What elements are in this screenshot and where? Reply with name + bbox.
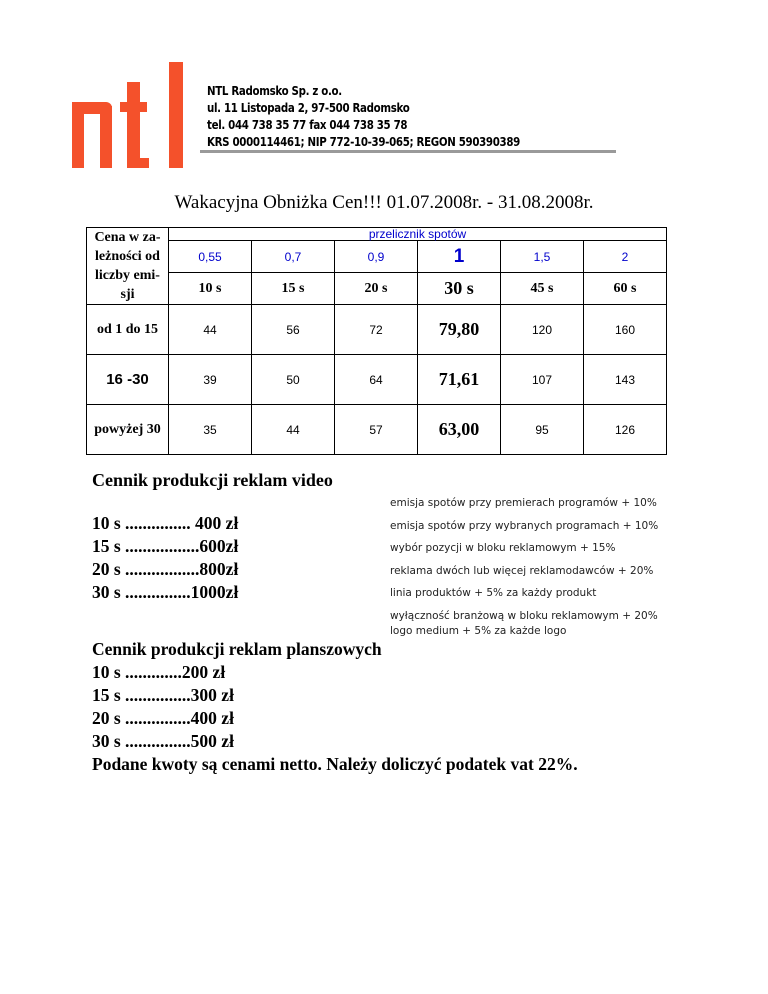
price-cell: 64 (335, 355, 418, 405)
duration-cell: 15 s (252, 273, 335, 305)
price-cell: 44 (252, 405, 335, 455)
company-phone: tel. 044 738 35 77 fax 044 738 35 78 (207, 117, 408, 132)
list-item: 30 s ...............1000zł (92, 582, 239, 602)
surcharge-item: emisja spotów przy premierach programów + 10% (390, 497, 657, 509)
surcharge-item: emisja spotów przy wybranych programach + 10% (390, 520, 659, 532)
table-corner-label: Cena w za- leżności od liczby emi- sji (87, 228, 169, 305)
company-address: ul. 11 Listopada 2, 97-500 Radomsko (207, 100, 410, 115)
price-cell: 143 (584, 355, 667, 405)
company-info (207, 82, 520, 150)
page-title: Wakacyjna Obniżka Cen!!! 01.07.2008r. - 31.08.2008r. (174, 192, 594, 213)
duration-cell: 20 s (335, 273, 418, 305)
price-cell: 71,61 (418, 355, 501, 405)
list-item: 10 s .............200 zł (92, 662, 226, 682)
surcharge-item: reklama dwóch lub więcej reklamodawców + 20% (390, 565, 654, 577)
price-cell: 160 (584, 305, 667, 355)
video-price-list (92, 512, 238, 604)
factor-cell: 1,5 (501, 241, 584, 273)
list-item: 15 s ...............300 zł (92, 685, 234, 705)
factor-cell: 0,55 (169, 241, 252, 273)
price-cell: 50 (252, 355, 335, 405)
price-cell: 107 (501, 355, 584, 405)
table-row (87, 355, 667, 405)
surcharge-item: wyłączność branżową w bloku reklamowym + 20% (390, 610, 658, 622)
list-item: 20 s .................800zł (92, 559, 239, 579)
row-label: 16 -30 (87, 355, 169, 405)
row-label: od 1 do 15 (87, 305, 169, 355)
ntl-logo (72, 62, 192, 172)
header-divider (200, 150, 616, 153)
duration-cell: 30 s (418, 273, 501, 305)
list-item: 30 s ...............500 zł (92, 731, 234, 751)
price-cell: 126 (584, 405, 667, 455)
company-name: NTL Radomsko Sp. z o.o. (207, 83, 342, 98)
list-item: 15 s .................600zł (92, 536, 239, 556)
price-table (86, 227, 667, 455)
surcharge-item: logo medium + 5% za każde logo (390, 625, 567, 637)
price-cell: 72 (335, 305, 418, 355)
price-cell: 56 (252, 305, 335, 355)
price-cell: 79,80 (418, 305, 501, 355)
price-cell: 39 (169, 355, 252, 405)
duration-cell: 60 s (584, 273, 667, 305)
list-item: 10 s ............... 400 zł (92, 513, 239, 533)
ntl-logo-letters (72, 62, 183, 168)
net-price-note: Podane kwoty są cenami netto. Należy doliczyć podatek vat 22%. (92, 754, 578, 774)
list-item: 20 s ...............400 zł (92, 708, 234, 728)
surcharge-item: linia produktów + 5% za każdy produkt (390, 587, 597, 599)
duration-cell: 45 s (501, 273, 584, 305)
price-cell: 120 (501, 305, 584, 355)
price-cell: 57 (335, 405, 418, 455)
plansze-section-title: Cennik produkcji reklam planszowych (92, 639, 382, 659)
surcharge-item: wybór pozycji w bloku reklamowym + 15% (390, 542, 616, 554)
price-cell: 44 (169, 305, 252, 355)
price-cell: 95 (501, 405, 584, 455)
factor-cell: 2 (584, 241, 667, 273)
table-row (87, 405, 667, 455)
company-registry: KRS 0000114461; NIP 772-10-39-065; REGON 590390389 (207, 134, 520, 149)
table-row (87, 305, 667, 355)
duration-cell: 10 s (169, 273, 252, 305)
price-cell: 63,00 (418, 405, 501, 455)
row-label: powyżej 30 (87, 405, 169, 455)
factor-cell: 0,7 (252, 241, 335, 273)
plansze-section (92, 638, 578, 776)
converter-label: przelicznik spotów (169, 228, 667, 241)
factor-cell: 1 (418, 241, 501, 273)
price-cell: 35 (169, 405, 252, 455)
factor-cell: 0,9 (335, 241, 418, 273)
video-section-title: Cennik produkcji reklam video (92, 470, 333, 490)
